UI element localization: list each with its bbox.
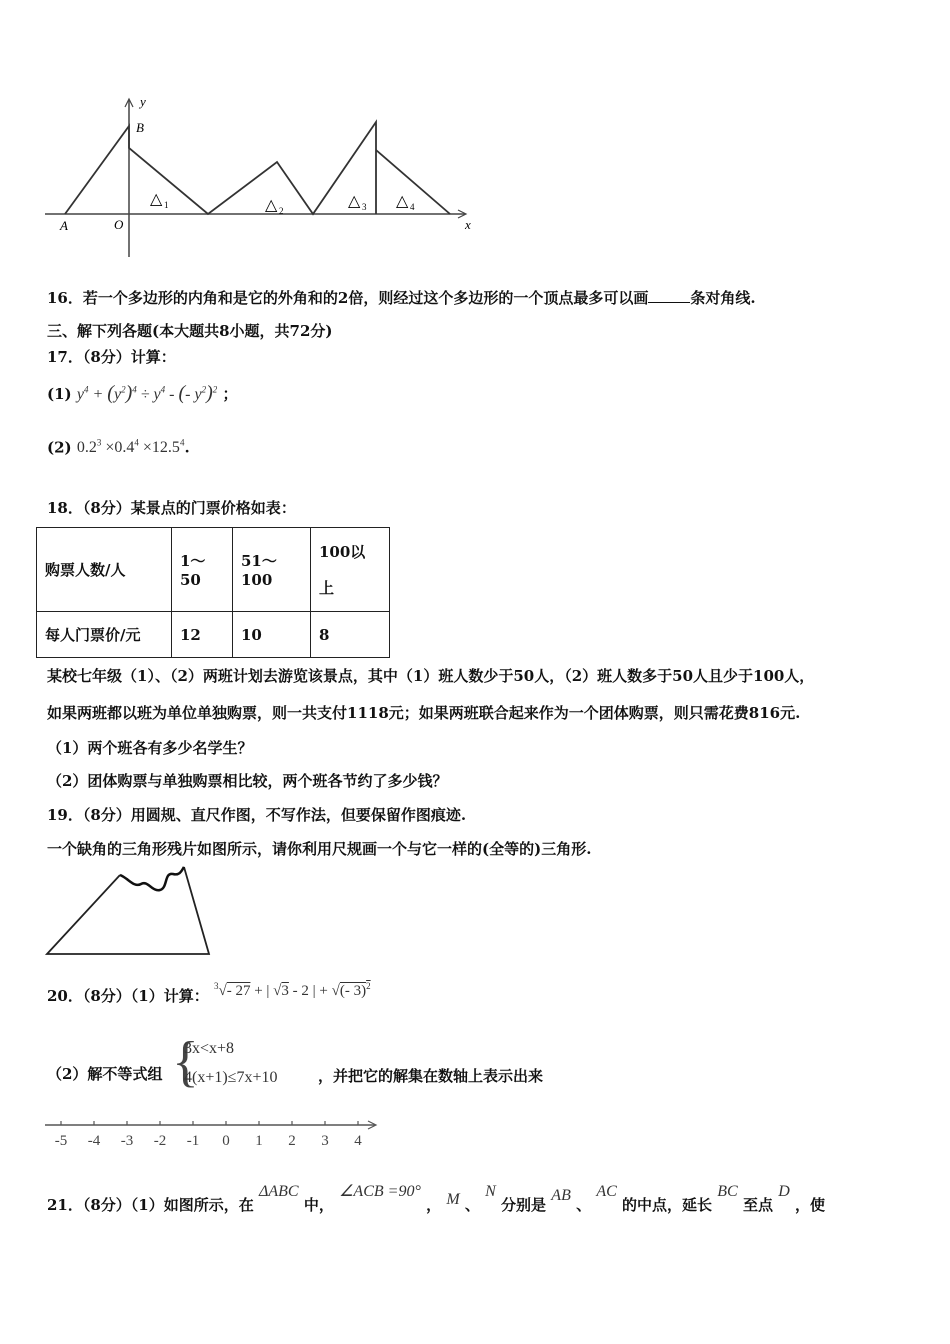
cell-line: 上	[319, 578, 335, 597]
q17-part-1	[47, 382, 237, 405]
number-line-tick-label: 3	[321, 1133, 329, 1149]
q21-head: 21．（8分）（1）如图所示，在	[47, 1196, 254, 1214]
triangle-sub-2: 2	[279, 206, 284, 216]
q17-p1-end: ；	[222, 385, 238, 403]
q19-description: 一个缺角的三角形残片如图所示，请你利用尺规画一个与它一样的(全等的)三角形.	[47, 840, 592, 858]
table-cell: 每人门票价/元	[37, 612, 172, 658]
table-cell: 12	[172, 612, 233, 658]
triangle-label-3: △	[348, 193, 361, 210]
table-cell	[311, 528, 390, 612]
number-line-tick-label: -3	[120, 1133, 134, 1149]
number-line-tick-label: 4	[354, 1133, 362, 1149]
number-line-tick-label: 0	[222, 1133, 230, 1149]
inequality-system	[172, 1031, 322, 1093]
q21-text: 分别是	[501, 1196, 547, 1214]
section-3-heading: 三、解下列各题(本大题共8小题，共72分)	[47, 322, 333, 340]
number-line	[40, 1115, 390, 1155]
q20-expr-1: $^3$√- 27 + | √3 - 2 | + √(- 3)$^2$	[213, 981, 371, 999]
cell-line: 100以	[319, 542, 366, 561]
q21-point-m: M	[446, 1191, 460, 1208]
q18-ask-2: （2）团体购票与单独购票相比较，两个班各节约了多少钱？	[47, 772, 448, 790]
number-line-tick-label: -1	[186, 1133, 200, 1149]
q21-seg-bc: BC	[717, 1183, 738, 1200]
q18-paragraph-2: 如果两班都以班为单位单独购票，则一共支付1118元；如果两班联合起来作为一个团体购票，则只需花费816元.	[47, 704, 801, 722]
question-21	[47, 1180, 826, 1214]
question-18-head: 18．（8分）某景点的门票价格如表：	[47, 499, 296, 517]
q21-point-n: N	[485, 1183, 496, 1200]
q21-seg-ac: AC	[596, 1183, 617, 1200]
triangle-sub-3: 3	[362, 202, 367, 212]
triangle-sub-4: 4	[410, 202, 415, 212]
q21-text: ，使	[795, 1196, 826, 1214]
q17-part-2	[47, 438, 190, 457]
q21-text: 、	[464, 1196, 480, 1214]
table-cell: 51～100	[233, 528, 311, 612]
q17-p2-label: (2)	[47, 438, 72, 457]
triangle-label-4: △	[396, 193, 409, 210]
figure-broken-triangle	[40, 862, 220, 962]
q17-p1-label: (1)	[47, 385, 72, 403]
figure-triangles-on-axis	[40, 92, 480, 262]
triangle-label-2: △	[265, 197, 278, 214]
q20-p2-post: ，并把它的解集在数轴上表示出来	[318, 1067, 544, 1085]
number-line-tick-label: -2	[153, 1133, 167, 1149]
q17-expr-2: $0.2^3 \times 0.4^4 \times 12.5^4$	[76, 438, 185, 457]
q21-text: 中，	[303, 1196, 334, 1214]
q21-seg-ab: AB	[551, 1187, 571, 1204]
q20-head-text: 20．（8分）（1）计算：	[47, 987, 209, 1005]
table-row	[37, 528, 390, 612]
q17-expr-1: $y^4 + (y^2)^4 \div y^4$ - (- $y^2)^2$	[76, 382, 218, 404]
q17-p2-end: .	[184, 438, 190, 457]
number-line-tick-label: -5	[54, 1133, 68, 1149]
inequality-1: 3x<x+8	[184, 1040, 235, 1057]
question-17-head: 17．（8分）计算：	[47, 348, 176, 366]
label-y: y	[140, 94, 146, 109]
q21-text: 、	[576, 1196, 592, 1214]
question-19-head: 19．（8分）用圆规、直尺作图，不写作法，但要保留作图痕迹.	[47, 806, 467, 824]
question-16	[47, 287, 756, 308]
label-A: A	[60, 218, 68, 233]
question-20-head	[47, 981, 371, 1006]
q21-angle: ∠ACB =90°	[339, 1183, 421, 1200]
table-cell: 1～50	[172, 528, 233, 612]
table-cell: 10	[233, 612, 311, 658]
number-line-tick-label: 2	[288, 1133, 296, 1149]
triangle-label-1: △	[150, 191, 163, 208]
q21-triangle-abc: ΔABC	[258, 1183, 299, 1200]
inequality-2: 4(x+1)≤7x+10	[184, 1069, 278, 1086]
q18-ask-1: （1）两个班各有多少名学生？	[47, 739, 253, 757]
number-line-tick-label: 1	[255, 1133, 263, 1149]
q21-text: ，	[426, 1196, 442, 1214]
q16-text-end: 条对角线.	[690, 289, 756, 307]
q16-blank	[648, 290, 690, 303]
label-x: x	[465, 217, 471, 232]
triangle-sub-1: 1	[164, 200, 169, 210]
q20-part-2	[47, 1063, 162, 1084]
number-line-tick-label: -4	[87, 1133, 101, 1149]
q20-p2-pre: （2）解不等式组	[47, 1065, 163, 1083]
q21-text: 至点	[742, 1196, 773, 1214]
table-cell: 购票人数/人	[37, 528, 172, 612]
q21-point-d: D	[778, 1183, 790, 1200]
label-O: O	[114, 217, 124, 232]
label-B: B	[136, 120, 144, 135]
q18-paragraph-1: 某校七年级（1）、（2）两班计划去游览该景点，其中（1）班人数少于50人，（2）班人数多于50人且少于100人，	[47, 667, 815, 685]
table-cell: 8	[311, 612, 390, 658]
q16-text: 16．若一个多边形的内角和是它的外角和的2倍，则经过这个多边形的一个顶点最多可以画	[47, 289, 649, 307]
system-brace: {	[172, 1031, 199, 1093]
q21-text: 的中点，延长	[622, 1196, 713, 1214]
ticket-price-table	[36, 527, 390, 658]
table-row	[37, 612, 390, 658]
